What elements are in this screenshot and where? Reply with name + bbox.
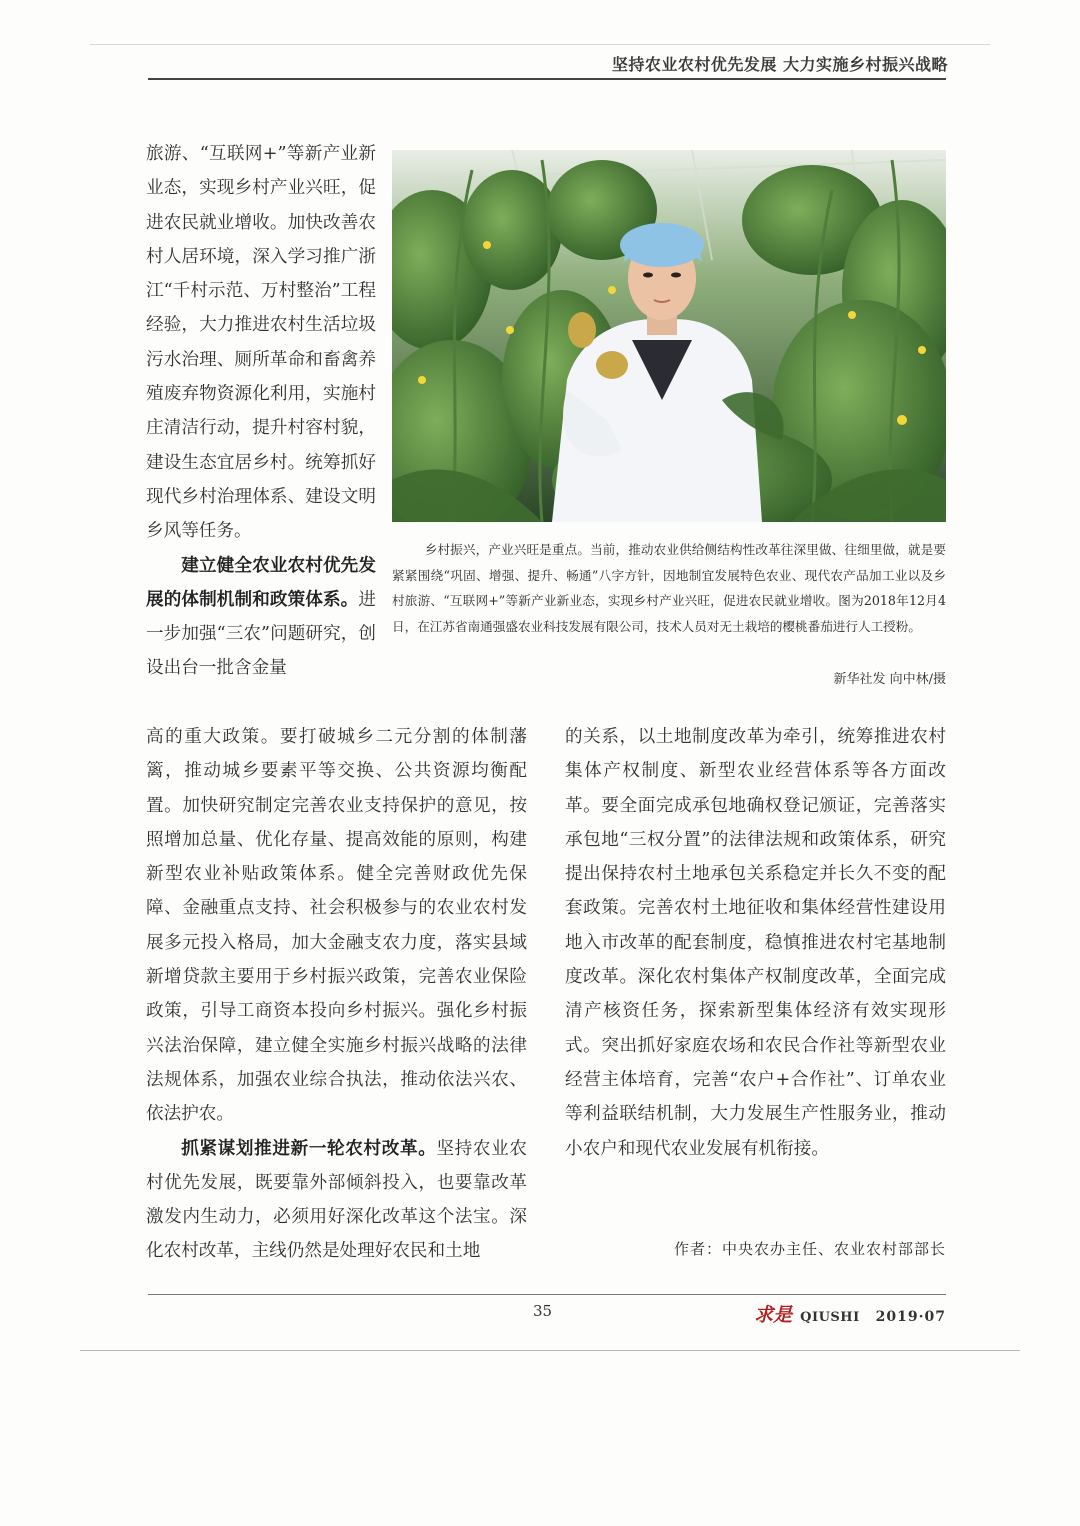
photo-caption (392, 537, 946, 639)
intro-paragraph: 旅游、“互联网+”等新产业新业态，实现乡村产业兴旺，促进农民就业增收。加快改善农村人居环境，深入学习推广浙江“千村示范、万村整治”工程经验，大力推进农村生活垃圾污水治理、厕所革命和畜禽养殖废弃物资源化利用，实施村庄清洁行动，提升村容村貌，建设生态宜居乡村。统筹抓好现代乡村治理体系、建设文明乡风等任务。 (146, 144, 376, 542)
header-rule (148, 78, 946, 80)
journal-mark (754, 1300, 946, 1327)
section1-continued: 高的重大政策。要打破城乡二元分割的体制藩篱，推动城乡要素平等交换、公共资源均衡配置。加快研究制定完善农业支持保护的意见，按照增加总量、优化存量、提高效能的原则，构建新型农业补贴政策体系。健全完善财政优先保障、金融重点支持、社会积极参与的农业农村发展多元投入格局，加大金融支农力度，落实县域新增贷款主要用于乡村振兴政策，完善农业保险政策，引导工商资本投向乡村振兴。强化乡村振兴法治保障，建立健全实施乡村振兴战略的法律法规体系，加强农业综合执法，推动依法兴农、依法护农。 (146, 727, 527, 1125)
left-column-top (146, 137, 376, 686)
footer-rule (148, 1294, 946, 1295)
scan-bottom-edge (80, 1350, 1020, 1351)
right-column (565, 720, 946, 1166)
journal-name: QIUSHI (800, 1310, 860, 1325)
section2-body-right: 的关系，以土地制度改革为牵引，统筹推进农村集体产权制度、新型农业经营体系等各方面改革。要全面完成承包地确权登记颁证，完善落实承包地“三权分置”的法律法规和政策体系，研究提出保持农村土地承包关系稳定并长久不变的配套政策。完善农村土地征收和集体经营性建设用地入市改革的配套制度，稳慎推进农村宅基地制度改革。深化农村集体产权制度改革，全面完成清产核资任务，探索新型集体经济有效实现形式。突出抓好家庭农场和农民合作社等新型农业经营主体培育，完善“农户+合作社”、订单农业等利益联结机制，大力发展生产性服务业，推动小农户和现代农业发展有机衔接。 (565, 727, 946, 1159)
photo-credit: 新华社发 向中林/摄 (833, 672, 946, 687)
greenhouse-photo (392, 150, 946, 522)
journal-logo: 求是 (754, 1304, 793, 1326)
section1-opening (146, 549, 376, 686)
running-header: 坚持农业农村优先发展 大力实施乡村振兴战略 (611, 55, 948, 74)
section1-heading: 建立健全农业农村优先发展的体制机制和政策体系。 (146, 555, 376, 610)
page-number: 35 (533, 1302, 553, 1320)
section1-lead: 进一步加强“三农”问题研究，创设出台一批含金量 (146, 589, 376, 679)
journal-issue: 2019·07 (875, 1309, 946, 1325)
left-column (146, 720, 527, 1269)
section2-opening (146, 1132, 527, 1269)
scan-top-edge (90, 44, 990, 45)
caption-text: 乡村振兴，产业兴旺是重点。当前，推动农业供给侧结构性改革往深里做、往细里做，就是要紧紧围绕“巩固、增强、提升、畅通”八字方针，因地制宜发展特色农业、现代农产品加工业以及乡村旅游、“互联网+”等新产业新业态，实现乡村产业兴旺，促进农民就业增收。图为2018年12月4日，在江苏省南通强盛农业科技发展有限公司，技术人员对无土栽培的樱桃番茄进行人工授粉。 (392, 542, 946, 634)
section2-heading: 抓紧谋划推进新一轮农村改革。 (181, 1138, 437, 1159)
section2-body-left: 坚持农业农村优先发展，既要靠外部倾斜投入，也要靠改革激发内生动力，必须用好深化改革这个法宝。深化农村改革，主线仍然是处理好农民和土地 (146, 1138, 527, 1262)
author-note: 作者：中央农办主任、农业农村部部长 (673, 1240, 946, 1258)
photo-illustration (392, 150, 946, 522)
